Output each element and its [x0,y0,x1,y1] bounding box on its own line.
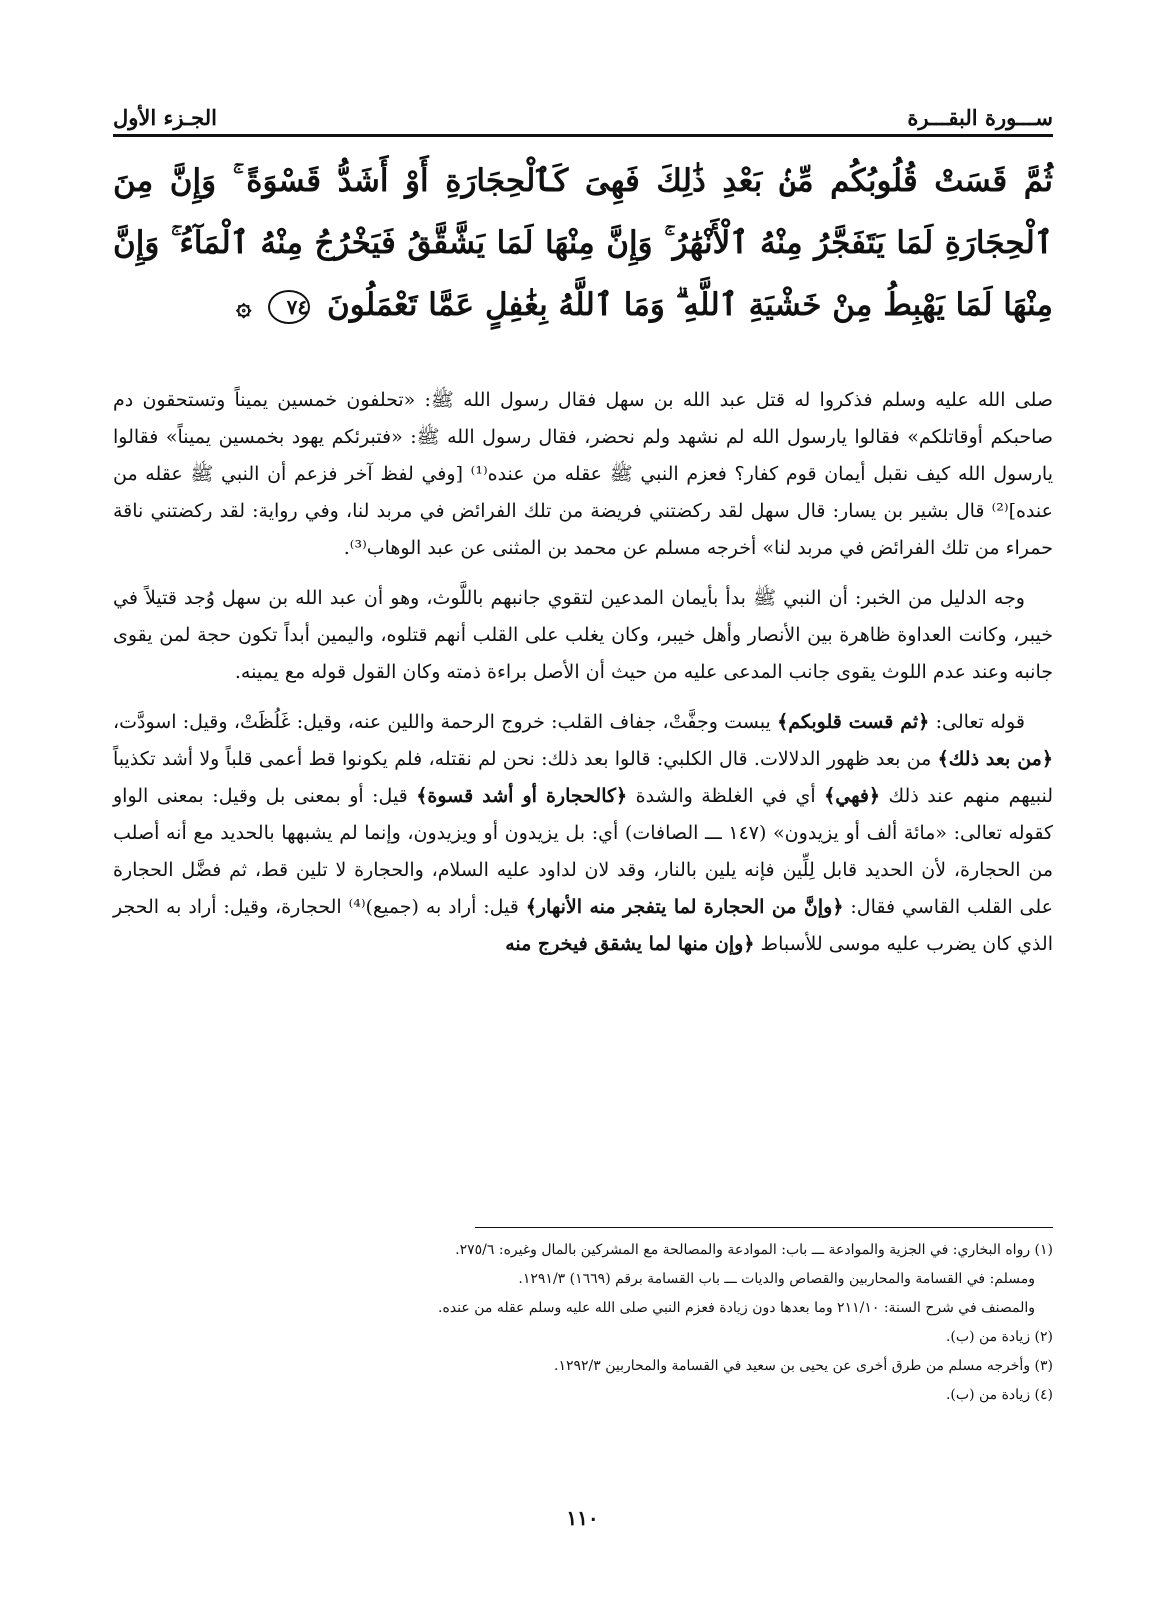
surah-title: ســـورة البقـــرة [907,105,1053,130]
ornament-icon: ۞ [236,291,252,322]
footnote: (٤) زيادة من (ب). [945,1387,1053,1403]
paragraph-evidence: وجه الدليل من الخبر: أن النبي ﷺ بدأ بأيمان المدعين لتقوي جانبهم باللَّوث، وهو أن عبد الله بن سهل وُجد قتيلاً في خيبر، وكانت العداوة ظاهرة بين الأنصار وأهل خيبر، وكان يغلب على القلب أنهم قتلوه، واليمين أبداً تكون حجة لمن يقوى جانبه وعند عدم اللوث يقوى جانب المدعى عليه من حيث أن الأصل براءة ذمته وكان القول قوله مع يمينه. [113,587,1053,683]
quran-quote: ﴿كالحجارة أو أشد قسوة﴾ [416,785,628,807]
footnote-rule [475,1227,1053,1228]
paragraph-tafsir [113,704,1053,963]
footnote: ومسلم: في القسامة والمحاربين والقصاص والديات ـــ باب القسامة برقم (١٦٦٩) ١٢٩١/٣. [518,1271,1035,1287]
page-header [113,98,1053,130]
quran-verse [113,150,1053,338]
tafsir-text: من بعد ظهور الدلالات. قال الكلبي: قالوا بعد ذلك: نحن لم نقتله، فلم يكونوا قط أعمى قلباً ولا أشد تكذيباً لنبيهم منهم عند ذلك [113,748,1053,807]
tafsir-text: قوله تعالى: [929,711,1025,733]
paragraph-hadith: صلى الله عليه وسلم فذكروا له قتل عبد الله بن سهل فقال رسول الله ﷺ: «تحلفون خمسين يميناً وتستحقون دم صاحبكم أوقاتلكم» فقالوا يارسول الله لم نشهد ولم نحضر، فقال رسول الله ﷺ: «فتبرئكم يهود بخمسين يميناً» فقالوا يارسول الله كيف نقبل أيمان قوم كفار؟ فعزم النبي ﷺ عقله من عنده⁽¹⁾ [وفي لفظ آخر فزعم أن النبي ﷺ عقله من عنده]⁽²⁾ قال بشير بن يسار: قال سهل لقد ركضتني فريضة من تلك الفرائض في مربد لنا، وفي رواية: لقد ركضتني ناقة حمراء من تلك الفرائض في مربد لنا» أخرجه مسلم عن محمد بن المثنى عن عبد الوهاب⁽³⁾. [113,389,1054,559]
ayah-number: ٧٤ [268,290,310,324]
page-number: ١١٠ [566,1506,599,1530]
quran-quote: ﴿وإنَّ من الحجارة لما يتفجر منه الأنهار﴾ [525,896,844,918]
footnote: والمصنف في شرح السنة: ٢١١/١٠ وما بعدها دون زيادة فعزم النبي صلى الله عليه وسلم عقله من عنده. [438,1300,1035,1316]
footnotes [113,1236,1053,1410]
quran-quote: ﴿فهي﴾ [824,785,881,807]
tafsir-text: يبست وجفَّتْ، جفاف القلب: خروج الرحمة واللين عنه، وقيل: غَلُظَتْ، وقيل: اسودَّت، [113,711,778,733]
quran-quote: ﴿وإن منها لما يشقق فيخرج منه [505,933,755,955]
quran-quote: ﴿ثم قست قلوبكم﴾ [777,711,930,733]
quran-verse-text: ثُمَّ قَسَتْ قُلُوبُكُم مِّنۢ بَعْدِ ذَٰلِكَ فَهِىَ كَٱلْحِجَارَةِ أَوْ أَشَدُّ قَسْوَةً ۚ وَإِنَّ مِنَ ٱلْحِجَارَةِ لَمَا يَتَفَجَّرُ مِنْهُ ٱلْأَنْهَٰرُ ۚ وَإِنَّ مِنْهَا لَمَا يَشَّقَّقُ فَيَخْرُجُ مِنْهُ ٱلْمَآءُ ۚ وَإِنَّ مِنْهَا لَمَا يَهْبِطُ مِنْ خَشْيَةِ ٱللَّهِ ۗ وَمَا ٱللَّهُ بِغَٰفِلٍ عَمَّا تَعْمَلُونَ [113,163,1053,323]
tafsir-text: أي في الغلظة والشدة [627,785,825,807]
header-rule [113,134,1053,137]
footnote: (١) رواه البخاري: في الجزية والموادعة ـــ باب: الموادعة والمصالحة مع المشركين بالمال وغيره: ٢٧٥/٦. [455,1242,1053,1258]
footnote: (٣) وأخرجه مسلم من طرق أخرى عن يحيى بن سعيد في القسامة والمحاربين ١٢٩٢/٣. [554,1358,1053,1374]
footnote: (٢) زيادة من (ب). [945,1329,1053,1345]
juz-title: الجـزء الأول [113,105,217,130]
quran-quote: ﴿من بعد ذلك﴾ [937,748,1053,770]
tafsir-text: قيل: أراد به (جميع)⁽⁴⁾ الحجارة، وقيل: أراد به الحجر الذي كان يضرب عليه موسى للأسباط [113,896,1053,955]
commentary-body [113,382,1053,976]
tafsir-text: قيل: أو بمعنى بل وقيل: بمعنى الواو كقوله تعالى: «مائة ألف أو يزيدون» (١٤٧ ـــ الصافات) أي: بل يزيدون أو ويزيدون، وإنما لم يشبهها بالحديد مع أنه أصلب من الحجارة، لأن الحديد قابل لِلِّين فإنه يلين بالنار، وقد لان لداود عليه السلام، والحجارة لا تلين قط، ثم فضَّل الحجارة على القلب القاسي فقال: [113,785,1054,918]
